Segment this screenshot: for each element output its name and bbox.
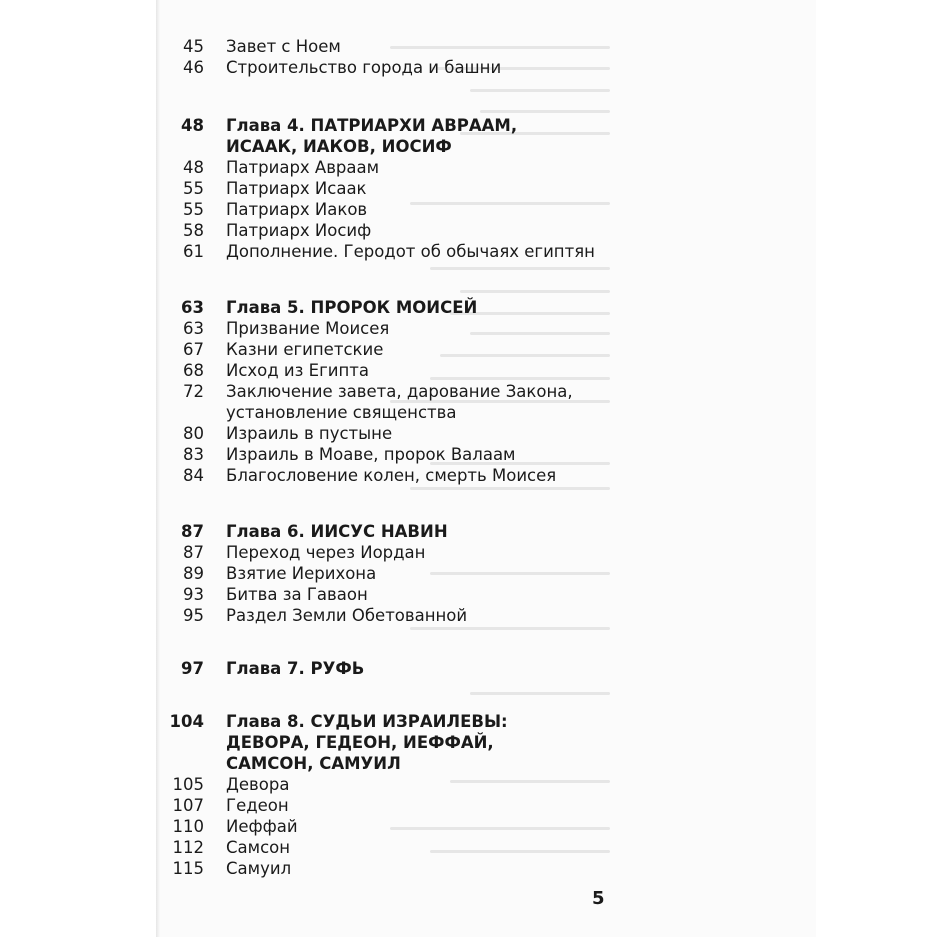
toc-page-number: 87 (183, 543, 204, 562)
toc-page-number: 63 (181, 298, 204, 317)
toc-title-line: Дополнение. Геродот об обычаях египтян (226, 242, 595, 261)
toc-title-line: Патриарх Авраам (226, 158, 380, 177)
toc-page-number: 68 (183, 361, 204, 380)
toc-page-number: 95 (183, 606, 204, 625)
toc-page-number: 61 (183, 242, 204, 261)
toc-title-line: Переход через Иордан (226, 543, 426, 562)
toc-page-number: 104 (169, 712, 204, 731)
toc-title-line: Девора (226, 775, 290, 794)
toc-title-line: Глава 6. ИИСУС НАВИН (226, 522, 448, 541)
toc-title-line: Казни египетские (226, 340, 384, 359)
toc-title-line: Завет с Ноем (226, 37, 341, 56)
toc-page-number: 63 (183, 319, 204, 338)
toc-page-number: 46 (183, 58, 204, 77)
toc-title-line: Патриарх Иосиф (226, 221, 372, 240)
toc-title-line: установление священства (226, 403, 457, 422)
toc-page-number: 89 (183, 564, 204, 583)
toc-page-number: 55 (183, 200, 204, 219)
toc-title-line: САМСОН, САМУИЛ (226, 754, 401, 773)
toc-title-line: Глава 8. СУДЬИ ИЗРАИЛЕВЫ: (226, 712, 508, 731)
toc-page-number: 112 (172, 838, 204, 857)
toc-page-number: 87 (181, 522, 204, 541)
toc-page-number: 48 (183, 158, 204, 177)
toc-title-line: ДЕВОРА, ГЕДЕОН, ИЕФФАЙ, (226, 733, 494, 752)
toc-title-line: Взятие Иерихона (226, 564, 377, 583)
toc-title-line: Битва за Гаваон (226, 585, 368, 604)
toc-title-line: Израиль в пустыне (226, 424, 393, 443)
toc-title-line: Самсон (226, 838, 291, 857)
toc-title-line: Патриарх Исаак (226, 179, 367, 198)
toc-title-line: Глава 7. РУФЬ (226, 659, 365, 678)
toc-title-line: Благословение колен, смерть Моисея (226, 466, 557, 485)
toc-page-number: 115 (172, 859, 204, 878)
toc-title-line: Заключение завета, дарование Закона, (226, 382, 573, 401)
toc-page-number: 107 (172, 796, 204, 815)
toc-title-line: Самуил (226, 859, 292, 878)
toc-title-line: Глава 4. ПАТРИАРХИ АВРААМ, (226, 116, 518, 135)
toc-page-number: 110 (172, 817, 204, 836)
toc-title-line: Израиль в Моаве, пророк Валаам (226, 445, 516, 464)
toc-page-number: 83 (183, 445, 204, 464)
toc-page-number: 105 (172, 775, 204, 794)
toc-page-number: 72 (183, 382, 204, 401)
toc-title-line: Глава 5. ПРОРОК МОИСЕЙ (226, 298, 478, 317)
toc-title-line: Исход из Египта (226, 361, 369, 380)
page-number: 5 (592, 888, 605, 909)
toc-page-number: 48 (181, 116, 204, 135)
toc-page-number: 55 (183, 179, 204, 198)
toc-title-line: Патриарх Иаков (226, 200, 368, 219)
toc-title-line: Иеффай (226, 817, 298, 836)
toc-title-line: Раздел Земли Обетованной (226, 606, 468, 625)
toc-page-number: 84 (183, 466, 204, 485)
toc-page-number: 80 (183, 424, 204, 443)
toc-title-line: Гедеон (226, 796, 289, 815)
toc-page-number: 67 (183, 340, 204, 359)
toc-page-number: 58 (183, 221, 204, 240)
toc-title-line: Строительство города и башни (226, 58, 502, 77)
toc-page-number: 97 (181, 659, 204, 678)
toc-title-line: Призвание Моисея (226, 319, 390, 338)
toc-page-number: 45 (183, 37, 204, 56)
toc-title-line: ИСААК, ИАКОВ, ИОСИФ (226, 137, 452, 156)
toc-page-number: 93 (183, 585, 204, 604)
